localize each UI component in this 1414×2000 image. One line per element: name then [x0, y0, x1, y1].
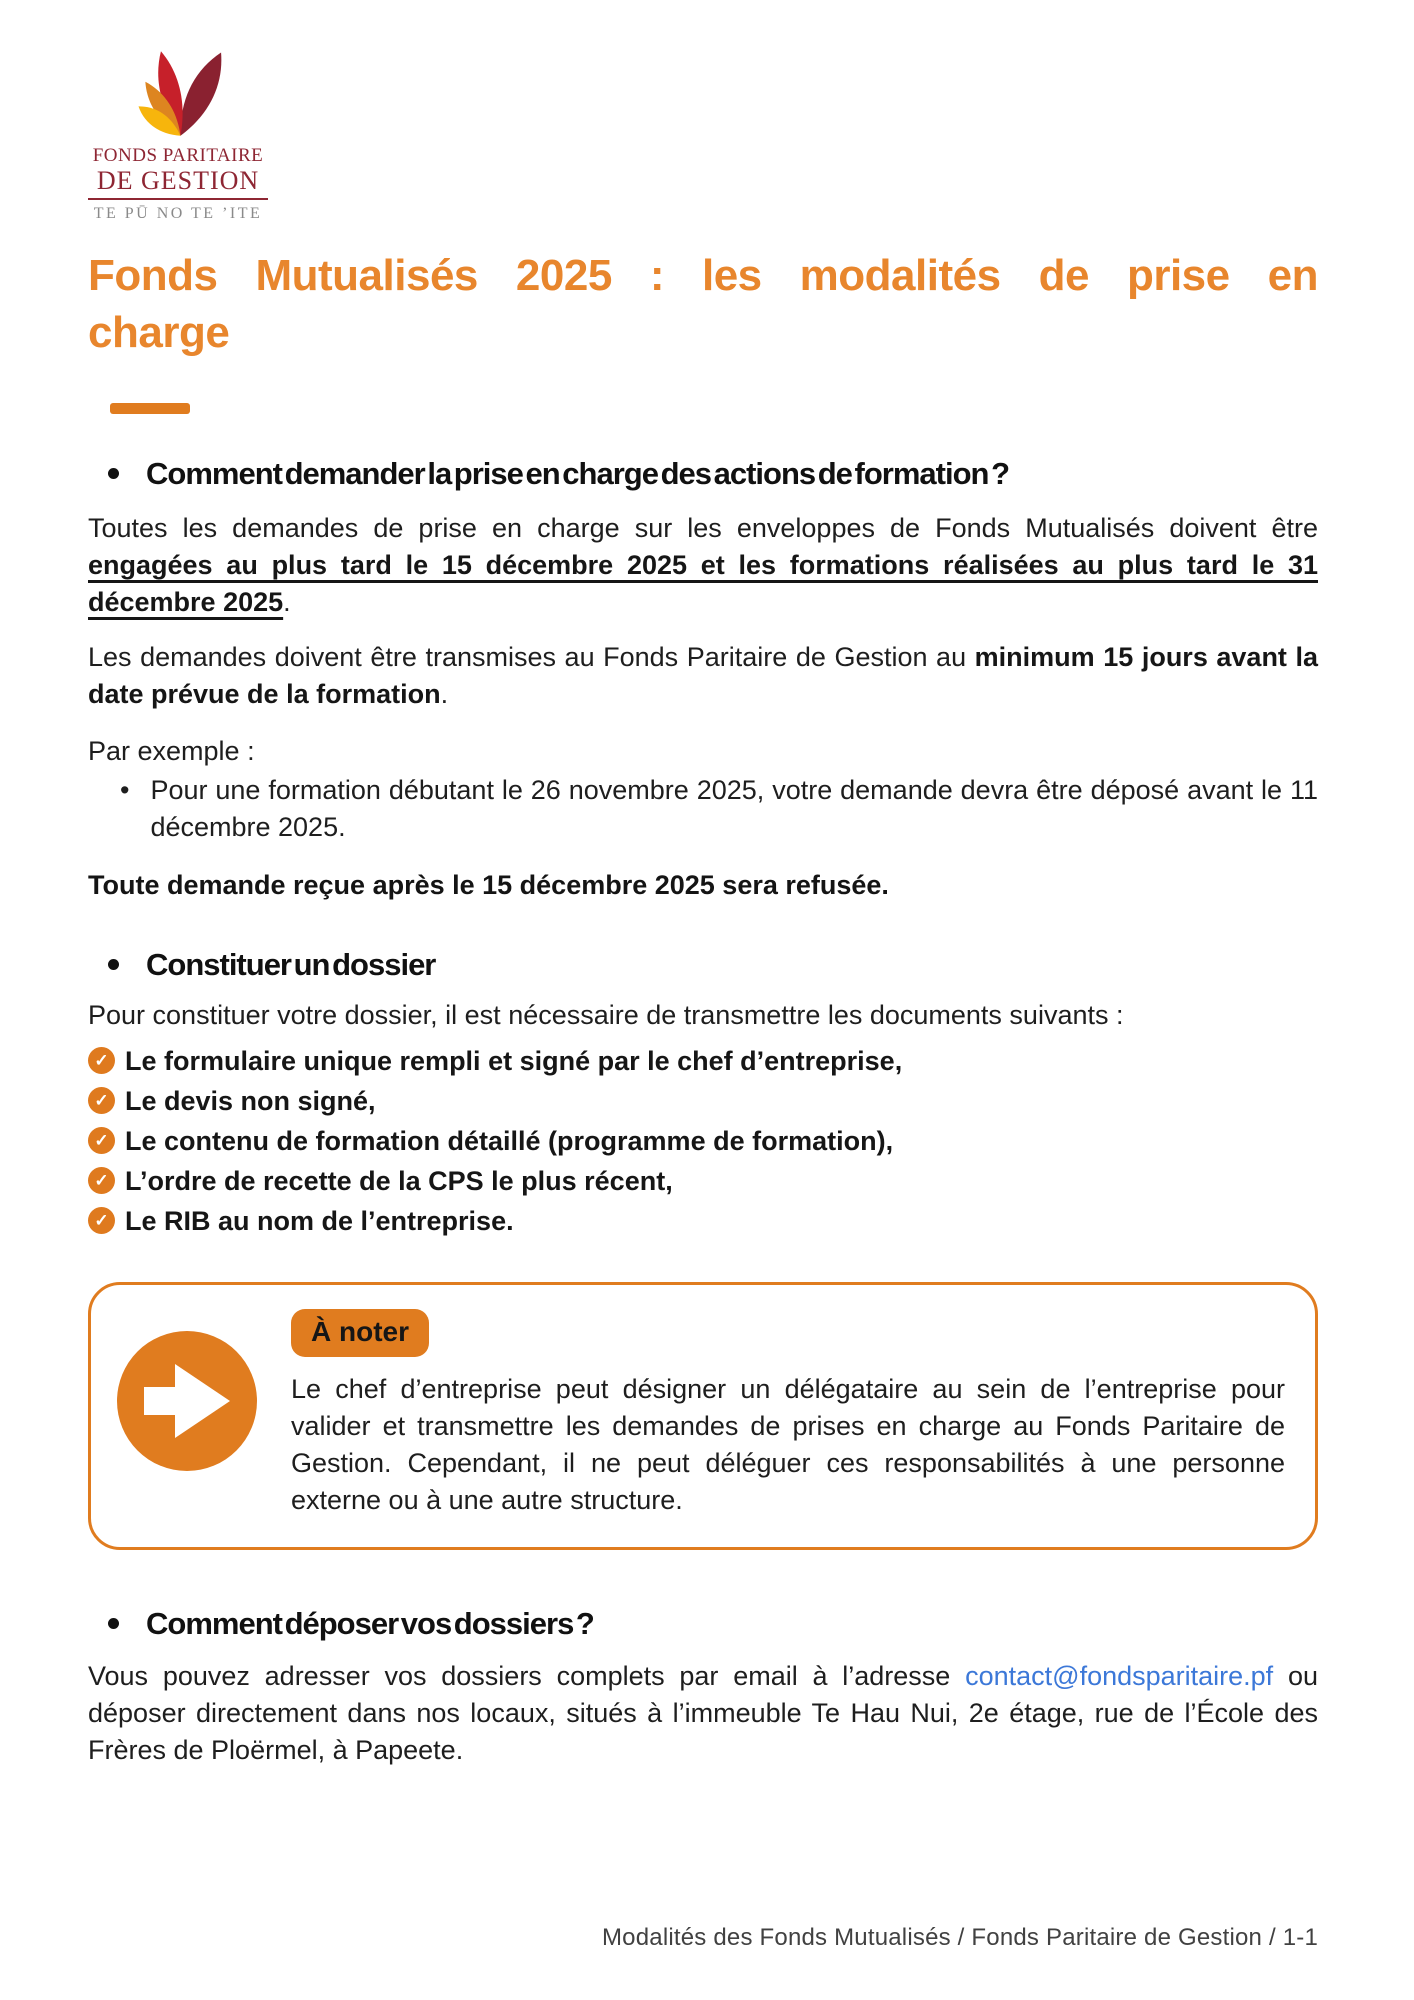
section-heading-label: Comment demander la prise en charge des actions de formation ? — [146, 455, 1010, 491]
checklist-item-label: Le RIB au nom de l’entreprise. — [125, 1205, 514, 1236]
paragraph-text: Toutes les demandes de prise en charge sur les enveloppes de Fonds Mutualisés doivent être — [88, 512, 1318, 543]
note-content — [291, 1309, 1285, 1519]
checklist-item — [88, 1164, 1318, 1198]
title-underline-dash — [110, 403, 190, 414]
bullet-icon: • — [120, 774, 130, 805]
logo-org-name-line1: FONDS PARITAIRE — [92, 145, 264, 166]
paragraph-text: ou déposer directement dans nos locaux, situés à l’immeuble Te Hau Nui, 2e étage, rue de l’École des Frères de Ploërmel, à Papeete. — [88, 1660, 1318, 1765]
checklist-item — [88, 1044, 1318, 1078]
dossier-intro: Pour constituer votre dossier, il est nécessaire de transmettre les documents suivants : — [88, 999, 1124, 1030]
checklist-item — [88, 1084, 1318, 1118]
section-heading-depot — [108, 1606, 1318, 1642]
logo — [88, 28, 268, 223]
paragraph-depot — [88, 1658, 1318, 1769]
checklist-item-label: Le devis non signé, — [125, 1085, 376, 1116]
bullet-dot-icon — [108, 1618, 119, 1629]
paragraph-deadlines — [88, 510, 1318, 621]
note-badge: À noter — [291, 1309, 429, 1357]
checklist-item-label: L’ordre de recette de la CPS le plus récent, — [125, 1165, 673, 1196]
email-link[interactable]: contact@fondsparitaire.pf — [965, 1660, 1274, 1691]
paragraph-period: . — [440, 678, 449, 709]
example-item-text: Pour une formation débutant le 26 novembre 2025, votre demande devra être déposé avant le 11 décembre 2025. — [150, 774, 1318, 842]
paragraph-text: Les demandes doivent être transmises au Fonds Paritaire de Gestion au — [88, 641, 975, 672]
bullet-dot-icon — [108, 959, 119, 970]
check-icon: ✓ — [88, 1127, 115, 1154]
check-icon: ✓ — [88, 1167, 115, 1194]
page-title-line2: charge — [88, 307, 230, 357]
bullet-dot-icon — [108, 468, 119, 479]
section-heading-dossier — [108, 947, 1318, 983]
logo-petals-icon — [116, 28, 240, 146]
paragraph-bold: minimum 15 jours avant la date prévue de la formation — [88, 641, 1319, 709]
footer-text: Modalités des Fonds Mutualisés / Fonds Paritaire de Gestion / 1-1 — [601, 1924, 1318, 1951]
note-callout-box — [88, 1282, 1318, 1550]
page-title — [88, 247, 1318, 361]
warning-text: Toute demande reçue après le 15 décembre 2025 sera refusée. — [88, 869, 889, 900]
paragraph-period: . — [283, 586, 291, 617]
note-text: Le chef d’entreprise peut désigner un délégataire au sein de l’entreprise pour valider et transmettre les demandes de prises en charge au Fonds Paritaire de Gestion. Cependant, il ne peut déléguer ces responsabilités à une personne externe ou à une autre structure. — [291, 1373, 1285, 1515]
page-title-line1: Fonds Mutualisés 2025 : les modalités de prise en — [88, 250, 1318, 300]
example-intro: Par exemple : — [88, 735, 255, 766]
logo-divider — [88, 198, 268, 200]
section-heading-label: Comment déposer vos dossiers ? — [146, 1605, 594, 1641]
paragraph-transmission — [88, 639, 1318, 713]
check-icon: ✓ — [88, 1087, 115, 1114]
document-checklist — [88, 1044, 1318, 1238]
logo-org-name-line2: DE GESTION — [96, 165, 260, 195]
logo-org-name — [88, 146, 268, 195]
check-icon: ✓ — [88, 1207, 115, 1234]
checklist-item — [88, 1204, 1318, 1238]
arrow-right-icon — [117, 1331, 257, 1471]
logo-tagline: TE PŪ NO TE ’ITE — [93, 204, 263, 222]
paragraph-text: Vous pouvez adresser vos dossiers complets par email à l’adresse — [88, 1660, 966, 1691]
checklist-item-label: Le contenu de formation détaillé (programme de formation), — [125, 1125, 894, 1156]
checklist-item — [88, 1124, 1318, 1158]
example-list-item — [120, 772, 1318, 846]
section-heading-label: Constituer un dossier — [146, 946, 436, 982]
paragraph-bold-underline: engagées au plus tard le 15 décembre 2025 et les formations réalisées au plus tard le 31 décembre 2025 — [88, 549, 1318, 617]
check-icon: ✓ — [88, 1047, 115, 1074]
checklist-item-label: Le formulaire unique rempli et signé par le chef d’entreprise, — [125, 1045, 903, 1076]
section-heading-demande — [108, 456, 1318, 492]
